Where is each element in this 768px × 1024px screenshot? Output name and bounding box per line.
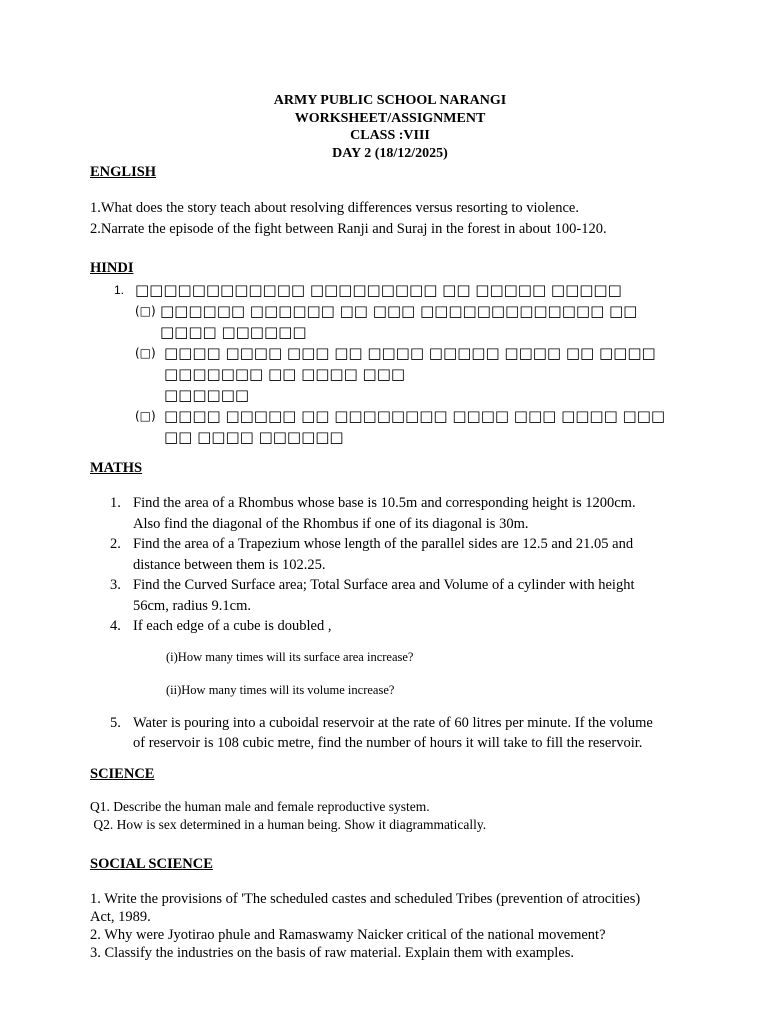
class-label: CLASS :VIII — [350, 128, 430, 143]
maths-question-4-part-ii: (ii)How many times will its volume increase? — [166, 682, 395, 697]
school-name: ARMY PUBLIC SCHOOL NARANGI — [273, 93, 507, 108]
maths-question-5-number: 5. — [110, 714, 121, 731]
maths-question-1 — [90, 493, 690, 534]
social-science-question-3: 3. Classify the industries on the basis of raw material. Explain them with examples. — [90, 944, 575, 961]
maths-question-1-line-2: Also find the diagonal of the Rhombus if one of its diagonal is 30m. — [133, 515, 529, 532]
hindi-subquestion-3-text: □□□□ □□□□□ □□ □□□□□□□□ □□□□ □□□ □□□□ □□□ □□ □□□□ □□□□□□ — [164, 407, 666, 446]
english-question-1: 1.What does the story teach about resolving differences versus resorting to violence. — [90, 200, 579, 216]
maths-question-4-part-i: (i)How many times will its surface area increase? — [166, 649, 414, 664]
english-question-2: 2.Narrate the episode of the fight between Ranji and Suraj in the forest in about 100-120. — [90, 220, 607, 237]
maths-question-5 — [90, 713, 690, 754]
maths-question-5-line-2: of reservoir is 108 cubic metre, find the number of hours it will take to fill the reservoir. — [133, 735, 643, 751]
document-header — [90, 92, 690, 162]
maths-question-1-number: 1. — [110, 495, 121, 511]
maths-question-4-number: 4. — [110, 618, 121, 634]
science-question-2: Q2. How is sex determined in a human being. Show it diagrammatically. — [90, 816, 487, 832]
hindi-question-1-number: 1. — [114, 283, 125, 297]
maths-questions-continued — [90, 713, 690, 754]
document-type: WORKSHEET/ASSIGNMENT — [294, 110, 486, 126]
worksheet-page — [90, 92, 690, 962]
maths-question-2-line-1: Find the area of a Trapezium whose length of the parallel sides are 12.5 and 21.05 and — [133, 536, 634, 552]
maths-question-3-line-1: Find the Curved Surface area; Total Surface area and Volume of a cylinder with height — [133, 577, 635, 593]
hindi-subquestion-2-line-1: □□□□ □□□□ □□□ □□ □□□□ □□□□□ □□□□ □□ □□□□ □□□□□□□ □□ □□□□ □□□ — [164, 344, 656, 383]
maths-question-3 — [90, 575, 690, 616]
hindi-question-1-text: □□□□□□□□□□□□ □□□□□□□□□ □□ □□□□□ □□□□□ — [135, 281, 622, 299]
hindi-questions — [90, 280, 690, 448]
maths-heading: MATHS — [90, 460, 143, 476]
day-label: DAY 2 (18/12/2025) — [332, 145, 448, 161]
hindi-subquestion-1 — [90, 301, 690, 343]
social-science-heading: SOCIAL SCIENCE — [90, 855, 213, 872]
maths-question-2-line-2: distance between them is 102.25. — [133, 556, 326, 573]
social-science-question-2: 2. Why were Jyotirao phule and Ramaswamy Naicker critical of the national movement? — [90, 926, 606, 943]
maths-question-3-line-2: 56cm, radius 9.1cm. — [133, 597, 251, 614]
maths-question-4 — [90, 616, 690, 637]
hindi-heading: HINDI — [90, 260, 134, 276]
hindi-subquestion-2-line-2: □□□□□□ — [164, 386, 250, 404]
hindi-subquestion-3 — [90, 406, 690, 448]
hindi-question-1 — [90, 280, 690, 301]
hindi-subquestion-1-marker: (□) — [135, 304, 156, 318]
social-science-question-1-line-1: 1. Write the provisions of 'The scheduled castes and scheduled Tribes (prevention of atrocities) — [90, 890, 641, 907]
science-heading: SCIENCE — [90, 765, 155, 782]
maths-question-2 — [90, 534, 690, 575]
hindi-subquestion-2 — [90, 343, 690, 406]
science-question-1: Q1. Describe the human male and female reproductive system. — [90, 798, 430, 814]
hindi-subquestion-3-marker: (□) — [135, 409, 156, 423]
hindi-subquestion-1-text: □□□□□□ □□□□□□ □□ □□□ □□□□□□□□□□□□□ □□ □□□□ □□□□□□ — [160, 302, 638, 341]
maths-question-2-number: 2. — [110, 536, 121, 552]
english-heading: ENGLISH — [90, 164, 157, 180]
social-science-question-1-line-2: Act, 1989. — [90, 908, 151, 925]
maths-questions — [90, 493, 690, 637]
science-questions — [90, 798, 690, 834]
maths-question-3-number: 3. — [110, 577, 121, 593]
social-science-questions — [90, 890, 690, 962]
maths-question-4-line-1: If each edge of a cube is doubled , — [133, 618, 332, 634]
hindi-subquestion-2-marker: (□) — [135, 346, 156, 360]
maths-question-1-line-1: Find the area of a Rhombus whose base is 10.5m and corresponding height is 1200cm. — [133, 495, 636, 511]
english-questions — [90, 198, 690, 239]
maths-question-5-line-1: Water is pouring into a cuboidal reservoir at the rate of 60 litres per minute. If the volume — [133, 714, 653, 731]
